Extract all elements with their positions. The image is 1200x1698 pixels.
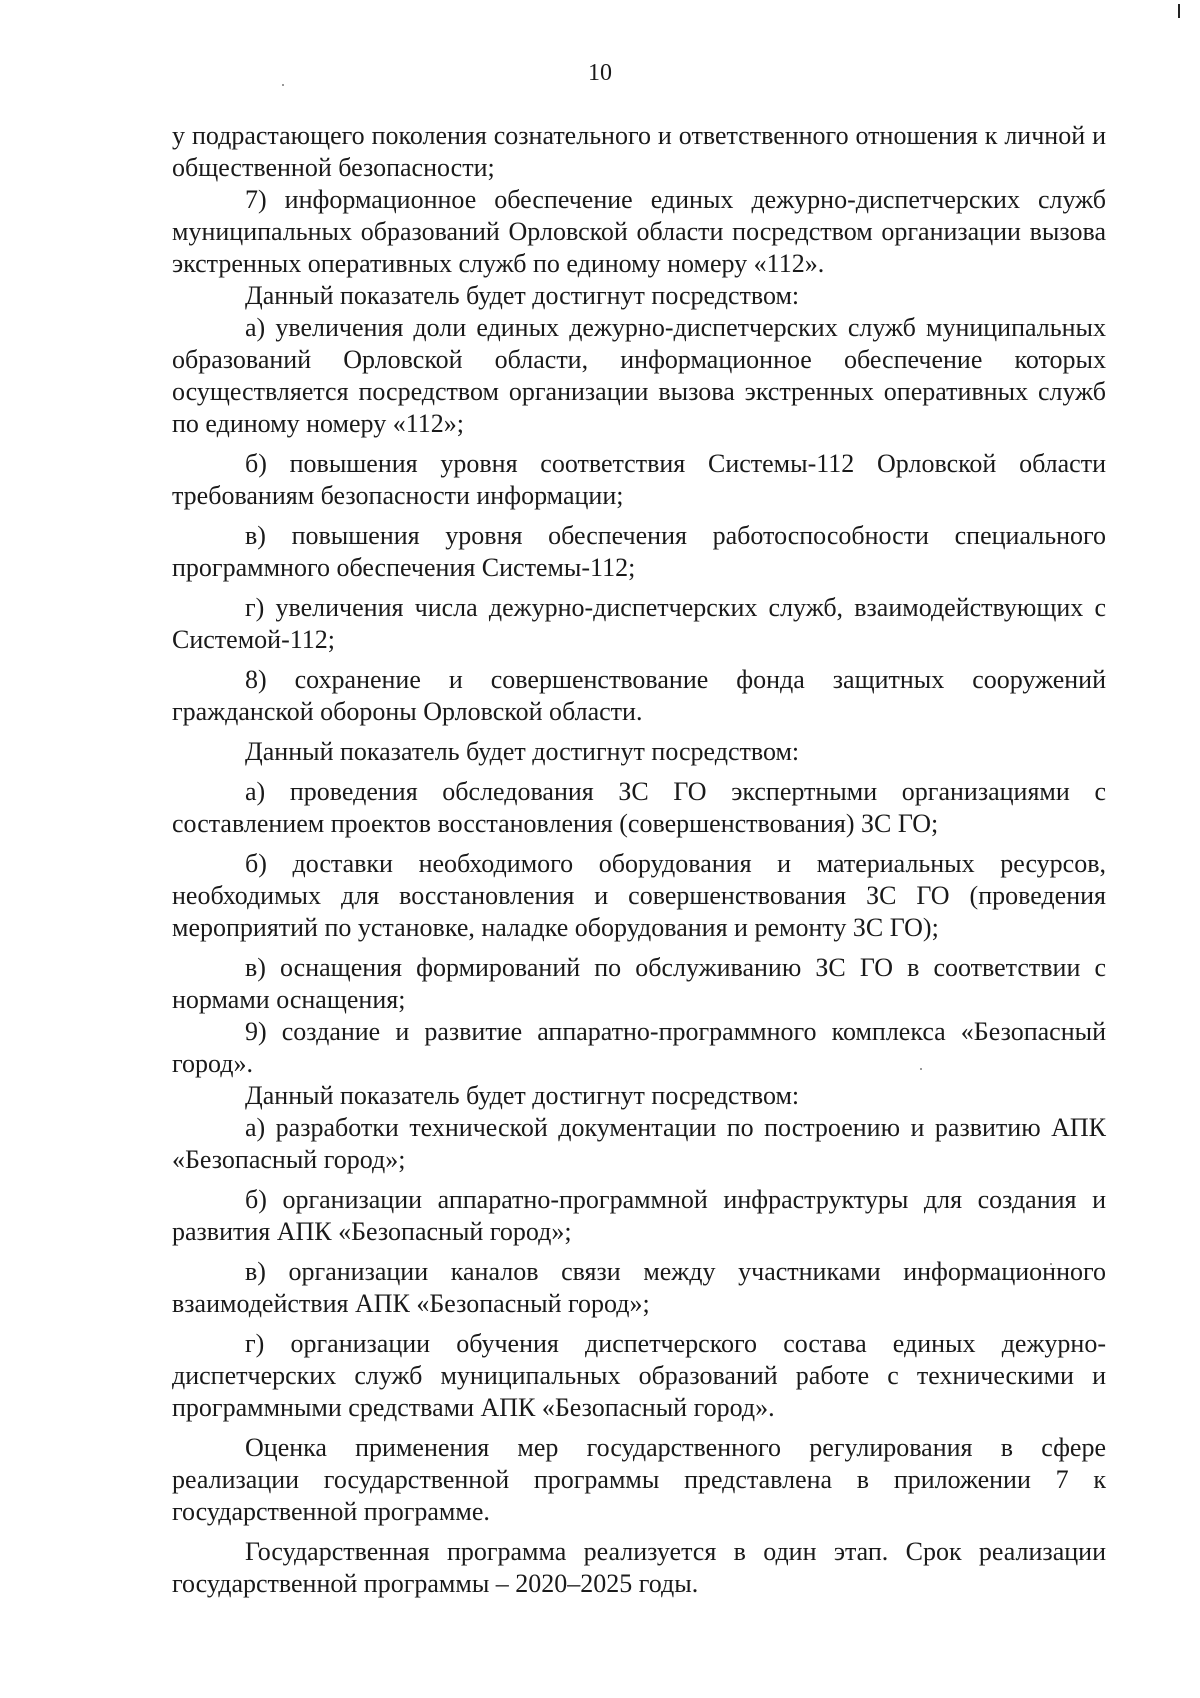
list-subitem-b: б) повышения уровня соответствия Системы-112 Орловской области требованиям безопасности информации; [172, 449, 1106, 510]
paragraph-indicator-means: Данный показатель будет достигнут посредством: [245, 1081, 800, 1110]
list-subitem-b: б) организации аппаратно-программной инфраструктуры для создания и развития АПК «Безопасный город»; [172, 1185, 1106, 1246]
list-subitem-b: б) доставки необходимого оборудования и материальных ресурсов, необходимых для восстановления и совершенствования ЗС ГО (проведения мероприятий по установке, наладке оборудования и ремонту ЗС ГО); [172, 849, 1106, 942]
list-subitem-g: г) увеличения числа дежурно-диспетчерских служб, взаимодействующих с Системой-112; [172, 593, 1106, 654]
list-subitem-v: в) повышения уровня обеспечения работоспособности специального программного обеспечения Системы-112; [172, 521, 1106, 582]
list-subitem-a: а) увеличения доли единых дежурно-диспетчерских служб муниципальных образований Орловской области, информационное обеспечение которых осуществляется посредством организации вызова экстренных оперативных служб по единому номеру «112»; [172, 313, 1106, 438]
list-subitem-v: в) оснащения формирований по обслуживанию ЗС ГО в соответствии с нормами оснащения; [172, 953, 1106, 1014]
list-item-8: 8) сохранение и совершенствование фонда защитных сооружений гражданской обороны Орловской области. [172, 665, 1106, 726]
list-subitem-a: а) разработки технической документации по построению и развитию АПК «Безопасный город»; [172, 1113, 1106, 1174]
document-body [172, 120, 1106, 1600]
list-subitem-v: в) организации каналов связи между участниками информационного взаимодействия АПК «Безопасный город»; [172, 1257, 1106, 1318]
list-subitem-a: а) проведения обследования ЗС ГО экспертными организациями с составлением проектов восстановления (совершенствования) ЗС ГО; [172, 777, 1106, 838]
list-item-9: 9) создание и развитие аппаратно-программного комплекса «Безопасный город». [172, 1017, 1106, 1078]
list-subitem-g: г) организации обучения диспетчерского состава единых дежурно-диспетчерских служб муниципальных образований работе с техническими и программными средствами АПК «Безопасный город». [172, 1329, 1106, 1422]
scan-corner-mark [1178, 4, 1180, 18]
list-item-7: 7) информационное обеспечение единых дежурно-диспетчерских служб муниципальных образований Орловской области посредством организации вызова экстренных оперативных служб по единому номеру «112». [172, 185, 1106, 278]
paragraph-indicator-means: Данный показатель будет достигнут посредством: [245, 737, 800, 766]
paragraph-indicator-means: Данный показатель будет достигнут посредством: [245, 281, 800, 310]
paragraph-program-term: Государственная программа реализуется в один этап. Срок реализации государственной программы – 2020–2025 годы. [172, 1537, 1106, 1598]
page-number: 10 [588, 60, 612, 86]
paragraph-continuation: у подрастающего поколения сознательного и ответственного отношения к личной и общественной безопасности; [172, 121, 1106, 182]
paragraph-regulation-assessment: Оценка применения мер государственного регулирования в сфере реализации государственной программы представлена в приложении 7 к государственной программе. [172, 1433, 1106, 1526]
